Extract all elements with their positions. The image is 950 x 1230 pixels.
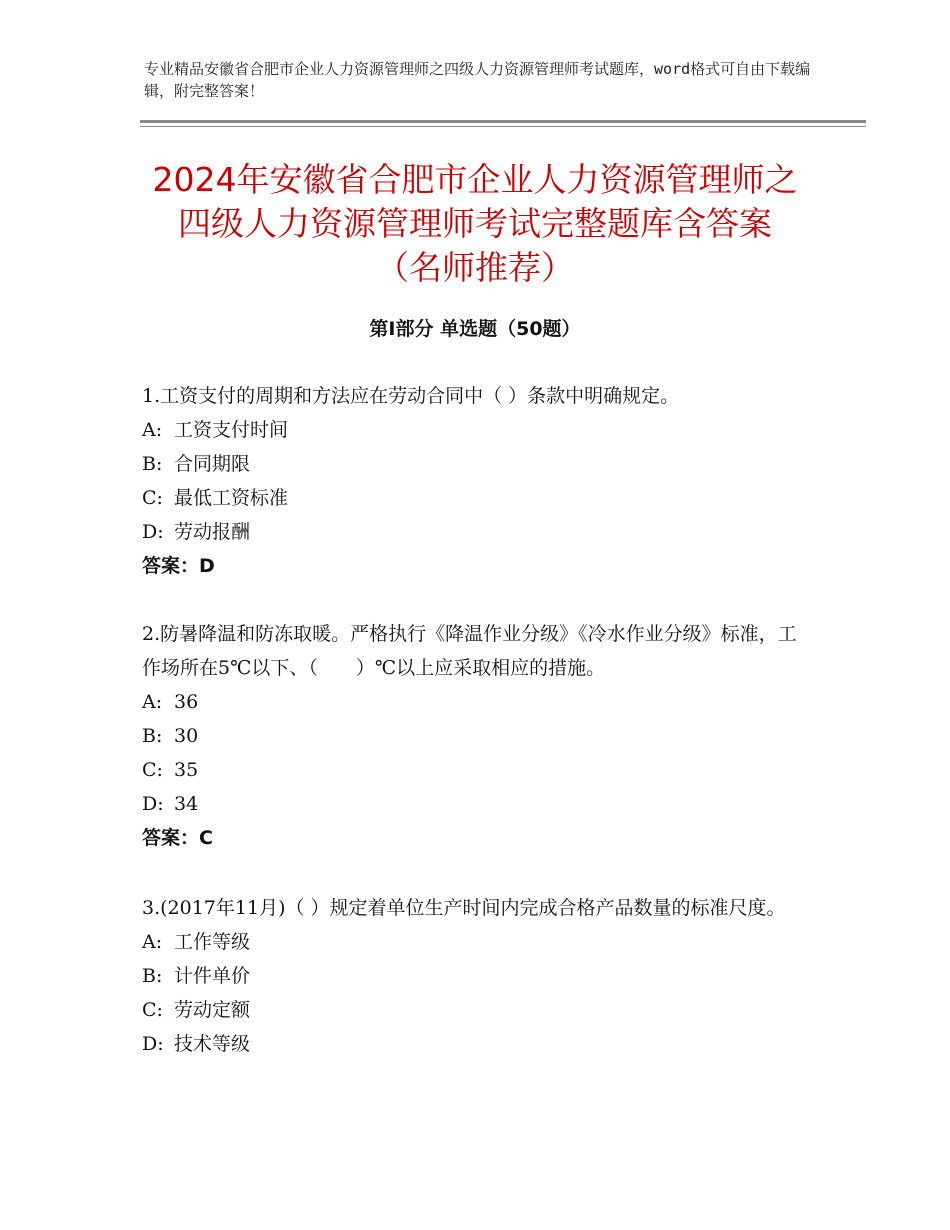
- option-text: 工作等级: [174, 931, 251, 953]
- option-letter: A:: [142, 419, 163, 441]
- question-3: [142, 891, 802, 1061]
- option-text: 36: [174, 691, 199, 713]
- section-heading: 第Ⅰ部分 单选题（50题）: [369, 318, 581, 340]
- option-letter: A:: [142, 931, 163, 953]
- option-letter: C:: [142, 999, 163, 1021]
- option-d: [142, 787, 802, 821]
- option-letter: B:: [142, 965, 163, 987]
- option-a: [142, 413, 802, 447]
- option-c: [142, 753, 802, 787]
- title-line-1: 2024年安徽省合肥市企业人力资源管理师之: [152, 160, 798, 199]
- option-b: [142, 959, 802, 993]
- option-c: [142, 481, 802, 515]
- option-text: 技术等级: [174, 1033, 251, 1055]
- option-b: [142, 719, 802, 753]
- option-letter: D:: [142, 521, 164, 543]
- answer: 答案：C: [142, 827, 213, 849]
- question-stem: 3.(2017年11月)（ ）规定着单位生产时间内完成合格产品数量的标准尺度。: [142, 897, 786, 919]
- option-letter: D:: [142, 1033, 164, 1055]
- option-d: [142, 515, 802, 549]
- option-c: [142, 993, 802, 1027]
- option-letter: A:: [142, 691, 163, 713]
- title-line-2: 四级人力资源管理师考试完整题库含答案: [178, 204, 772, 243]
- option-d: [142, 1027, 802, 1061]
- document-title: [120, 158, 830, 290]
- header-divider: [140, 120, 866, 123]
- question-stem: 2.防暑降温和防冻取暖。严格执行《降温作业分级》《冷水作业分级》标准，工作场所在5℃以下、（ ）℃以上应采取相应的措施。: [142, 623, 797, 679]
- option-text: 34: [174, 793, 199, 815]
- option-text: 劳动报酬: [174, 521, 251, 543]
- option-text: 合同期限: [174, 453, 251, 475]
- option-a: [142, 925, 802, 959]
- option-text: 35: [174, 759, 199, 781]
- option-letter: C:: [142, 487, 163, 509]
- option-text: 计件单价: [174, 965, 251, 987]
- option-b: [142, 447, 802, 481]
- answer: 答案：D: [142, 555, 215, 577]
- header-note: 专业精品安徽省合肥市企业人力资源管理师之四级人力资源管理师考试题库，word格式可自由下载编辑，附完整答案！: [144, 60, 811, 100]
- option-text: 工资支付时间: [174, 419, 289, 441]
- option-a: [142, 685, 802, 719]
- question-2: [142, 617, 802, 855]
- option-text: 劳动定额: [174, 999, 251, 1021]
- option-letter: B:: [142, 453, 163, 475]
- option-letter: B:: [142, 725, 163, 747]
- option-text: 30: [174, 725, 199, 747]
- option-letter: D:: [142, 793, 164, 815]
- question-stem: 1.工资支付的周期和方法应在劳动合同中（ ）条款中明确规定。: [142, 385, 680, 407]
- header-divider-thin: [140, 126, 866, 127]
- option-letter: C:: [142, 759, 163, 781]
- option-text: 最低工资标准: [174, 487, 289, 509]
- title-line-3: （名师推荐）: [376, 248, 574, 287]
- question-1: [142, 379, 802, 583]
